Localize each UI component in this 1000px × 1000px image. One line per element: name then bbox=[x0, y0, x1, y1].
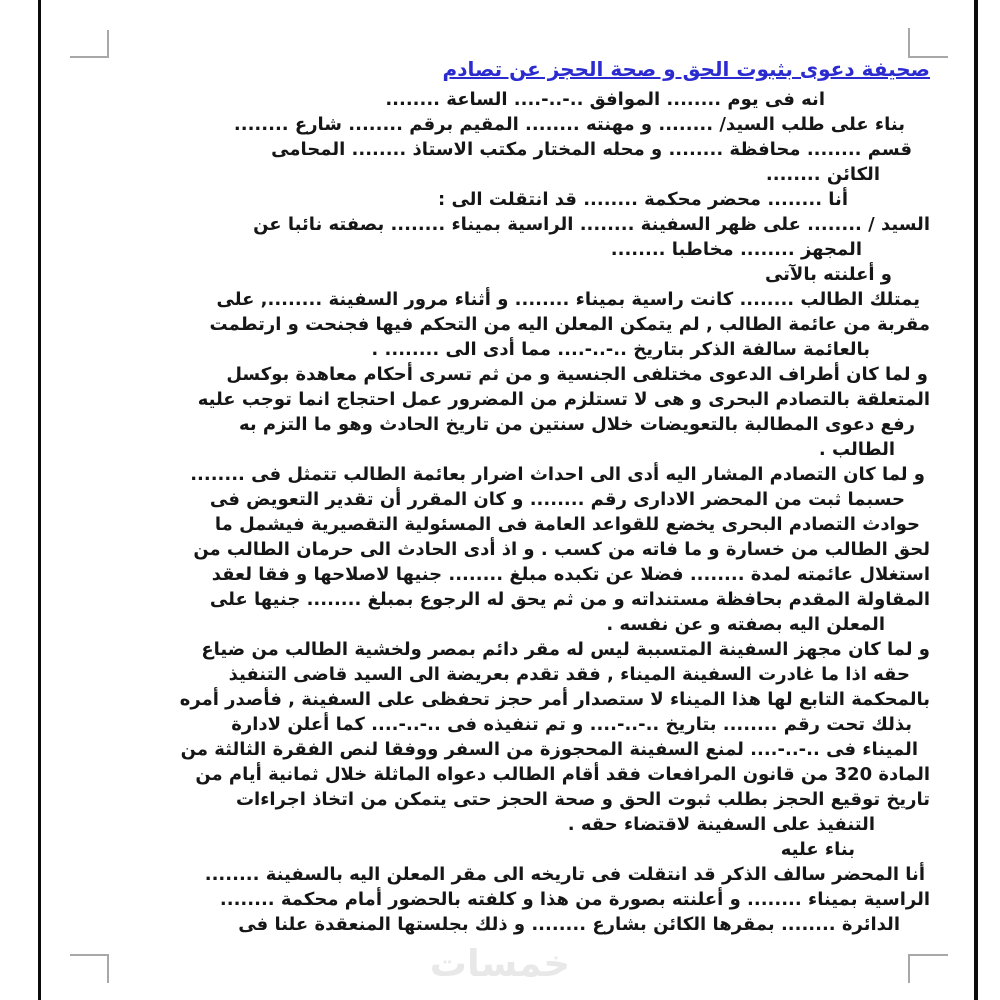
document-content bbox=[70, 55, 930, 937]
page-edge-line-right bbox=[974, 0, 978, 1000]
document-line: لحق الطالب من خسارة و ما فاته من كسب . و اذ أدى الحادث الى حرمان الطالب من bbox=[193, 539, 930, 560]
document-line: و لما كان التصادم المشار اليه أدى الى احداث اضرار بعائمة الطالب تتمثل فى ........ bbox=[190, 464, 925, 485]
document-line: و أعلنته بالآتى bbox=[764, 264, 892, 285]
document-line: أنا ........ محضر محكمة ........ قد انتقلت الى : bbox=[437, 189, 848, 210]
document-line: و لما كان مجهز السفينة المتسببة ليس له مقر دائم بمصر ولخشية الطالب من ضياع bbox=[201, 639, 930, 660]
document-line: رفع دعوى المطالبة بالتعويضات خلال سنتين من تاريخ الحادث وهو ما التزم به bbox=[238, 414, 915, 435]
document-line: التنفيذ على السفينة لاقتضاء حقه . bbox=[567, 814, 875, 835]
document-body bbox=[70, 87, 930, 937]
document-line: قسم ........ محافظة ........ و محله المختار مكتب الاستاذ ........ المحامى bbox=[271, 139, 912, 160]
document-line: بناء عليه bbox=[780, 839, 855, 860]
document-line: المعلن اليه بصفته و عن نفسه . bbox=[606, 614, 885, 635]
document-line: حسبما ثبت من المحضر الادارى رقم ........ و كان المقرر أن تقدير التعويض فى bbox=[209, 489, 905, 510]
document-line: و لما كان أطراف الدعوى مختلفى الجنسية و من ثم تسرى أحكام معاهدة بوكسل bbox=[226, 364, 928, 385]
text-boundary-mark-bottom-right bbox=[908, 954, 948, 983]
document-line: بالعائمة سالفة الذكر بتاريخ ..-..-.... مما أدى الى ........ . bbox=[371, 339, 870, 360]
page-edge-line-left bbox=[38, 0, 41, 1000]
document-line: الكائن ........ bbox=[765, 164, 880, 185]
document-line: الدائرة ........ بمقرها الكائن بشارع ........ و ذلك بجلستها المنعقدة علنا فى bbox=[238, 914, 900, 935]
document-line: بناء على طلب السيد/ ........ و مهنته ........ المقيم برقم ........ شارع ........ bbox=[233, 114, 905, 135]
document-line: يمتلك الطالب ........ كانت راسية بميناء ........ و أثناء مرور السفينة ........, على bbox=[216, 289, 920, 310]
document-line: استغلال عائمته لمدة ........ فضلا عن تكبده مبلغ ........ جنيها لاصلاحها و فقا لعقد bbox=[211, 564, 930, 585]
document-line: مقربة من عائمة الطالب , لم يتمكن المعلن اليه من التحكم فيها فجنحت و ارتطمت bbox=[209, 314, 930, 335]
document-line: المتعلقة بالتصادم البحرى و هى لا تستلزم من المضرور عمل احتجاج انما توجب عليه bbox=[197, 389, 930, 410]
text-boundary-mark-top-right bbox=[908, 28, 948, 58]
document-line: المجهز ........ مخاطبا ........ bbox=[610, 239, 862, 260]
document-line: المقاولة المقدم بحافظة مستنداته و من ثم يحق له الرجوع بمبلغ ........ جنيها على bbox=[209, 589, 930, 610]
document-line: الطالب . bbox=[818, 439, 895, 460]
document-line: الراسية بميناء ........ و أعلنته بصورة من هذا و كلفته بالحضور أمام محكمة ........ bbox=[219, 889, 930, 910]
khamsat-watermark: خمسات bbox=[429, 942, 570, 985]
document-line: انه فى يوم ........ الموافق ..-..-.... الساعة ........ bbox=[385, 89, 825, 110]
document-line: حوادث التصادم البحرى يخضع للقواعد العامة فى المسئولية التقصيرية فيشمل ما bbox=[214, 514, 920, 535]
text-boundary-mark-top-left bbox=[70, 30, 109, 58]
document-line: المادة 320 من قانون المرافعات فقد أقام الطالب دعواه الماثلة خلال ثمانية أيام من bbox=[195, 764, 930, 785]
document-line: بالمحكمة التابع لها هذا الميناء لا ستصدار أمر حجز تحفظى على السفينة , فأصدر أمره bbox=[179, 689, 930, 710]
document-line: أنا المحضر سالف الذكر قد انتقلت فى تاريخه الى مقر المعلن اليه بالسفينة ........ bbox=[204, 864, 925, 885]
document-line: تاريخ توقيع الحجز بطلب ثبوت الحق و صحة الحجز حتى يتمكن من اتخاذ اجراءات bbox=[235, 789, 930, 810]
document-line: حقه اذا ما غادرت السفينة الميناء , فقد تقدم بعريضة الى السيد قاضى التنفيذ bbox=[228, 664, 910, 685]
document-line: الميناء فى ..-..-.... لمنع السفينة المحجوزة من السفر ووفقا لنص الفقرة الثالثة من bbox=[180, 739, 918, 760]
document-title: صحيفة دعوى بثبوت الحق و صحة الحجز عن تصادم bbox=[442, 57, 930, 81]
document-line: السيد / ........ على ظهر السفينة ........ الراسية بميناء ........ بصفته نائبا عن bbox=[253, 214, 930, 235]
text-boundary-mark-bottom-left bbox=[70, 954, 109, 983]
document-line: بذلك تحت رقم ........ بتاريخ ..-..-.... و تم تنفيذه فى ..-..-.... كما أعلن لادارة bbox=[231, 714, 912, 735]
